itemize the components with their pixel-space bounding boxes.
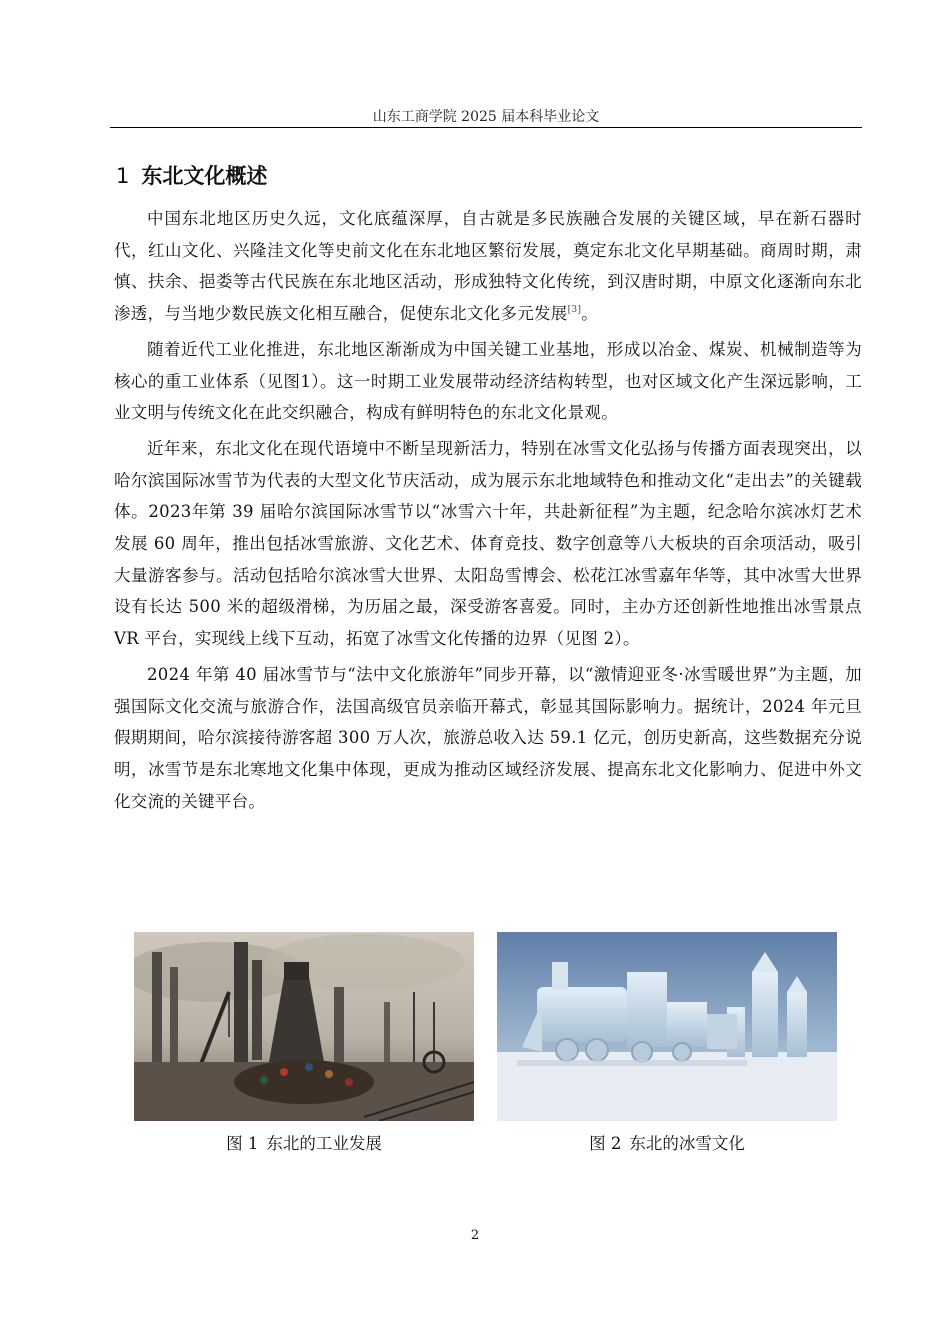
- figure-2-label: 图 2: [589, 1134, 622, 1153]
- paragraph-3: 近年来，东北文化在现代语境中不断呈现新活力，特别在冰雪文化弘扬与传播方面表现突出，以哈尔滨国际冰雪节为代表的大型文化节庆活动，成为展示东北地域特色和推动文化“走出去”的关键载体。2023年第 39 届哈尔滨国际冰雪节以“冰雪六十年，共赴新征程”为主题，纪念哈尔滨冰灯艺术发展 60 周年，推出包括冰雪旅游、文化艺术、体育竞技、数字创意等八大板块的百余项活动，吸引大量游客参与。活动包括哈尔滨冰雪大世界、太阳岛雪博会、松花江冰雪嘉年华等，其中冰雪大世界设有长达 500 米的超级滑梯，为历届之最，深受游客喜爱。同时，主办方还创新性地推出冰雪景点 VR 平台，实现线上线下互动，拓宽了冰雪文化传播的边界（见图 2）。: [114, 438, 862, 649]
- figure-2: [497, 932, 837, 1154]
- figure-2-caption-text: 东北的冰雪文化: [629, 1134, 745, 1153]
- figure-2-caption: [497, 1130, 837, 1154]
- section-title-text: 东北文化概述: [141, 164, 268, 188]
- running-header: 山东工商学院 2025 届本科毕业论文: [372, 109, 600, 125]
- section-title: [116, 160, 267, 190]
- section-number: 1: [116, 164, 130, 188]
- paragraph-2: 随着近代工业化推进，东北地区渐渐成为中国关键工业基地，形成以冶金、煤炭、机械制造等为核心的重工业体系（见图1）。这一时期工业发展带动经济结构转型，也对区域文化产生深远影响，工业文明与传统文化在此交织融合，构成有鲜明特色的东北文化景观。: [114, 339, 862, 423]
- citation-3[interactable]: [3]: [567, 305, 582, 316]
- figure-1-caption-text: 东北的工业发展: [266, 1134, 382, 1153]
- figure-1-caption: [134, 1130, 474, 1154]
- figure-1: [134, 932, 474, 1154]
- paragraph-1: [114, 203, 862, 330]
- paragraph-1-text: 中国东北地区历史久远，文化底蕴深厚，自古就是多民族融合发展的关键区域，早在新石器时代，红山文化、兴隆洼文化等史前文化在东北地区繁衍发展，奠定东北文化早期基础。商周时期，肃慎、扶余、挹娄等古代民族在东北地区活动，形成独特文化传统，到汉唐时期，中原文化逐渐向东北渗透，与当地少数民族文化相互融合，促使东北文化多元发展: [114, 209, 862, 324]
- header-rule: [110, 127, 862, 128]
- body-text: [114, 203, 862, 821]
- industrial-painting-image: [134, 932, 474, 1121]
- page-number: 2: [470, 1228, 480, 1243]
- figure-1-label: 图 1: [226, 1134, 259, 1153]
- paragraph-1-end: 。: [581, 304, 599, 324]
- paragraph-4: 2024 年第 40 届冰雪节与“法中文化旅游年”同步开幕，以“激情迎亚冬·冰雪暖世界”为主题，加强国际文化交流与旅游合作，法国高级官员亲临开幕式，彰显其国际影响力。据统计，2024 年元旦假期期间，哈尔滨接待游客超 300 万人次，旅游总收入达 59.1 亿元，创历史新高，这些数据充分说明，冰雪节是东北寒地文化集中体现，更成为推动区域经济发展、提高东北文化影响力、促进中外文化交流的关键平台。: [114, 664, 862, 811]
- ice-sculpture-image: [497, 932, 837, 1121]
